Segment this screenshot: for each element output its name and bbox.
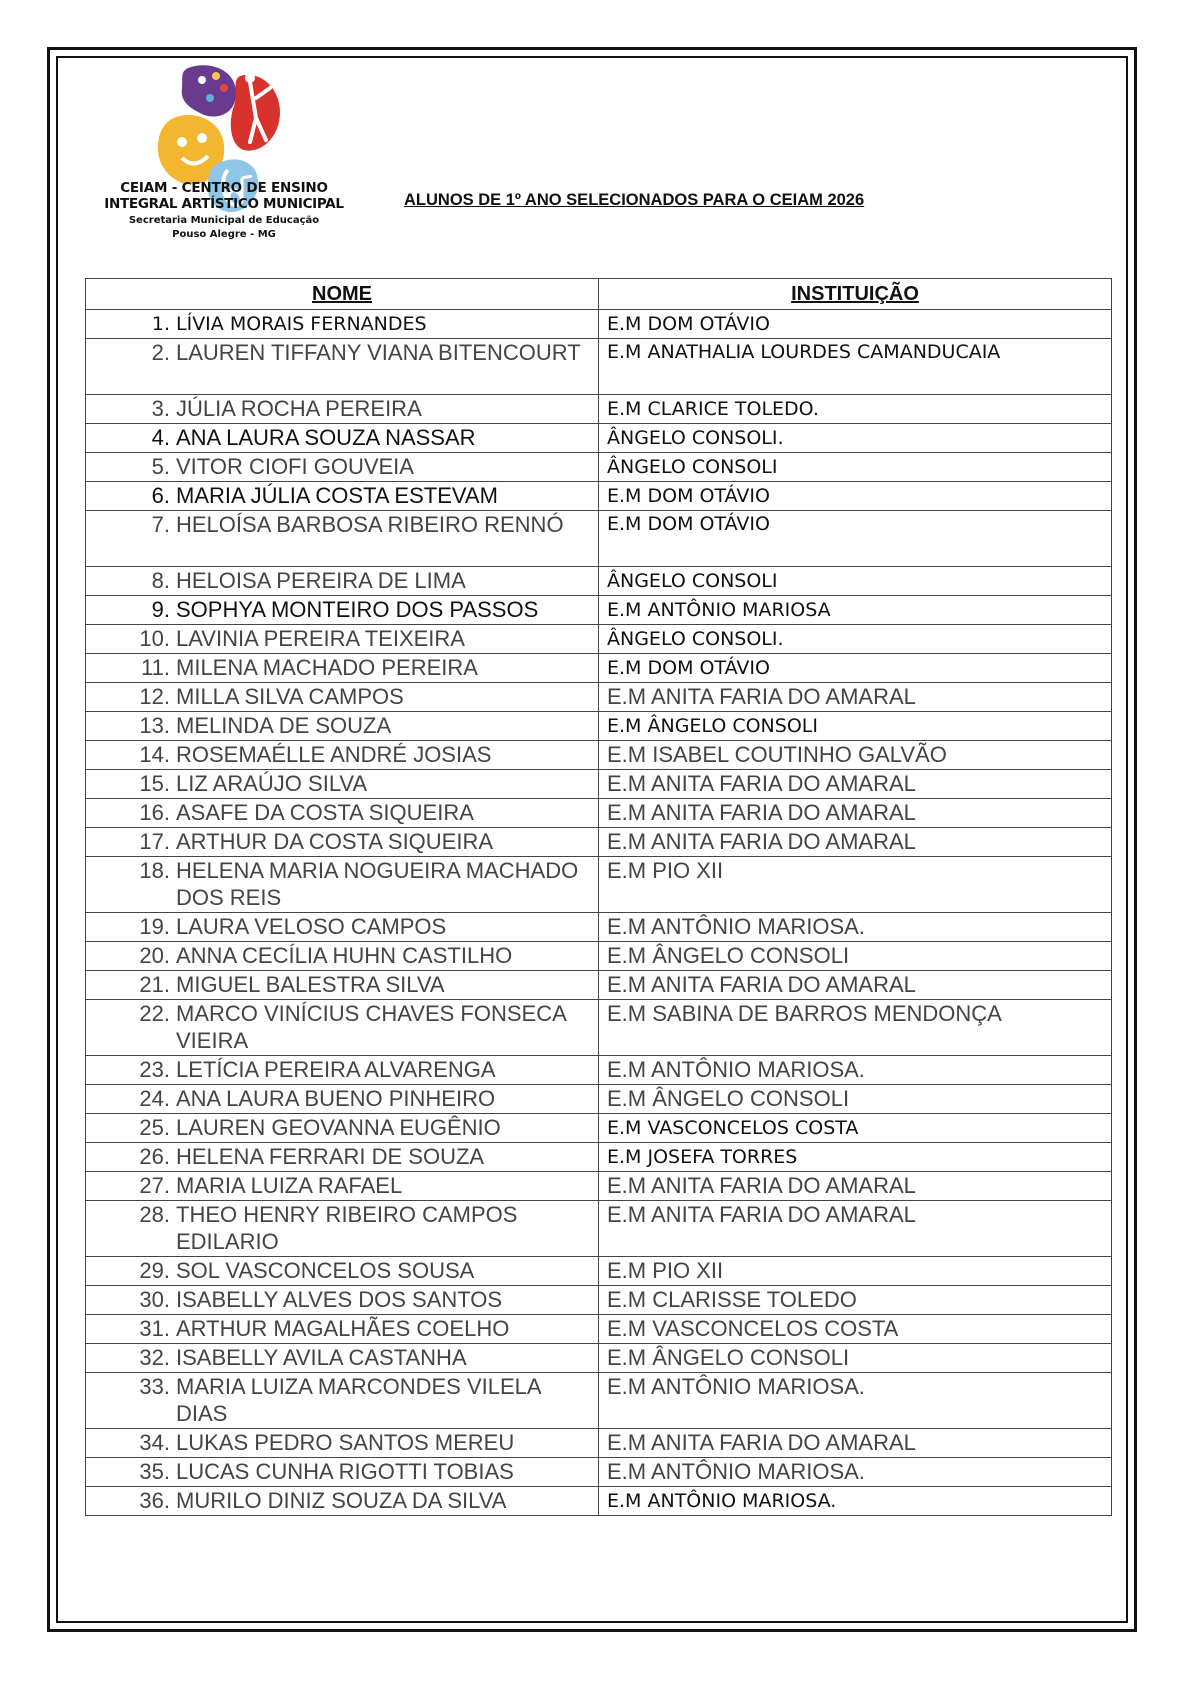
student-name-cell [86,1373,599,1429]
table-row [86,511,1112,567]
table-row [86,971,1112,1000]
header-nome: NOME [86,279,599,310]
student-name-cell [86,1286,599,1315]
student-name-cell [86,971,599,1000]
table-row [86,567,1112,596]
student-name: MARCO VINÍCIUS CHAVES FONSECA VIEIRA [176,1001,566,1053]
student-name: MARIA LUIZA MARCONDES VILELA DIAS [176,1374,541,1426]
page-title: ALUNOS DE 1º ANO SELECIONADOS PARA O CEIAM 2026 [404,191,865,209]
row-number: 23. [139,1057,170,1082]
row-number: 25. [139,1115,170,1140]
student-name-cell [86,1487,599,1516]
row-number: 29. [139,1258,170,1283]
table-row [86,654,1112,683]
table-row [86,482,1112,511]
student-name-cell [86,1344,599,1373]
row-number: 2. [151,340,170,365]
row-number: 19. [139,914,170,939]
institution-cell: E.M DOM OTÁVIO [599,310,1112,339]
row-number: 17. [139,829,170,854]
row-number: 6. [151,483,170,508]
student-name-cell [86,453,599,482]
table-row [86,942,1112,971]
table-row [86,625,1112,654]
table-row [86,424,1112,453]
table-row [86,799,1112,828]
student-name: LUCAS CUNHA RIGOTTI TOBIAS [176,1459,514,1484]
student-name: HELOISA PEREIRA DE LIMA [176,568,466,593]
institution-cell: E.M SABINA DE BARROS MENDONÇA [599,1000,1112,1056]
table-row [86,770,1112,799]
institution-cell: E.M DOM OTÁVIO [599,511,1112,567]
institution-cell: E.M VASCONCELOS COSTA [599,1315,1112,1344]
row-number: 24. [139,1086,170,1111]
student-name-cell [86,1056,599,1085]
row-number: 14. [139,742,170,767]
row-number: 5. [151,454,170,479]
student-name: ASAFE DA COSTA SIQUEIRA [176,800,474,825]
table-row [86,1458,1112,1487]
institution-cell: E.M ANTÔNIO MARIOSA. [599,1056,1112,1085]
institution-cell: E.M PIO XII [599,857,1112,913]
logo-caption [104,180,344,241]
student-name: LAURA VELOSO CAMPOS [176,914,447,939]
row-number: 18. [139,858,170,883]
row-number: 9. [151,597,170,622]
institution-cell: E.M DOM OTÁVIO [599,654,1112,683]
student-name-cell [86,310,599,339]
student-name-cell [86,1201,599,1257]
student-name: ARTHUR DA COSTA SIQUEIRA [176,829,494,854]
institution-cell: E.M ANTÔNIO MARIOSA [599,596,1112,625]
row-number: 8. [151,568,170,593]
row-number: 28. [139,1202,170,1227]
student-name-cell [86,799,599,828]
row-number: 1. [151,313,170,335]
table-row [86,310,1112,339]
row-number: 4. [151,425,170,450]
institution-cell: ÂNGELO CONSOLI [599,453,1112,482]
institution-cell: E.M CLARISSE TOLEDO [599,1286,1112,1315]
logo-line-4: Pouso Alegre - MG [172,229,276,240]
institution-cell: E.M ANTÔNIO MARIOSA. [599,1458,1112,1487]
row-number: 15. [139,771,170,796]
student-name: ANA LAURA SOUZA NASSAR [176,425,476,450]
institution-cell: ÂNGELO CONSOLI [599,567,1112,596]
institution-cell: E.M ANITA FARIA DO AMARAL [599,770,1112,799]
student-name-cell [86,712,599,741]
table-row [86,1315,1112,1344]
student-name-cell [86,1114,599,1143]
row-number: 22. [139,1001,170,1026]
student-name: ISABELLY ALVES DOS SANTOS [176,1287,503,1312]
student-name: MELINDA DE SOUZA [176,713,392,738]
header-instituicao: INSTITUIÇÃO [599,279,1112,310]
student-name-cell [86,1000,599,1056]
row-number: 34. [139,1430,170,1455]
institution-cell: E.M DOM OTÁVIO [599,482,1112,511]
institution-cell: E.M ANITA FARIA DO AMARAL [599,683,1112,712]
institution-cell: E.M ANITA FARIA DO AMARAL [599,1172,1112,1201]
institution-cell: E.M PIO XII [599,1257,1112,1286]
row-number: 26. [139,1144,170,1169]
table-row [86,828,1112,857]
table-row [86,683,1112,712]
row-number: 32. [139,1345,170,1370]
student-name: MARIA JÚLIA COSTA ESTEVAM [176,483,498,508]
logo-line-3: Secretaria Municipal de Educação [128,215,320,226]
student-name: MILENA MACHADO PEREIRA [176,655,478,680]
student-name-cell [86,1458,599,1487]
row-number: 12. [139,684,170,709]
student-name: THEO HENRY RIBEIRO CAMPOS EDILARIO [176,1202,518,1254]
institution-cell: E.M ÂNGELO CONSOLI [599,942,1112,971]
table-row [86,1487,1112,1516]
institution-cell: E.M JOSEFA TORRES [599,1143,1112,1172]
institution-cell: E.M ÂNGELO CONSOLI [599,1344,1112,1373]
student-name-cell [86,395,599,424]
table-header-row [86,279,1112,310]
table-row [86,1429,1112,1458]
student-name: LUKAS PEDRO SANTOS MEREU [176,1430,515,1455]
student-name-cell [86,770,599,799]
institution-cell: E.M ANTÔNIO MARIOSA. [599,913,1112,942]
students-table [85,278,1112,1516]
table-row [86,741,1112,770]
table-row [86,1000,1112,1056]
student-name: LETÍCIA PEREIRA ALVARENGA [176,1057,496,1082]
student-name: LAUREN TIFFANY VIANA BITENCOURT [176,340,581,365]
institution-cell: E.M ISABEL COUTINHO GALVÃO [599,741,1112,770]
student-name: LAUREN GEOVANNA EUGÊNIO [176,1115,501,1140]
institution-cell: E.M ANITA FARIA DO AMARAL [599,971,1112,1000]
institution-cell: ÂNGELO CONSOLI. [599,625,1112,654]
table-row [86,1085,1112,1114]
table-body [86,310,1112,1516]
table-row [86,1114,1112,1143]
student-name-cell [86,683,599,712]
student-name-cell [86,567,599,596]
student-name: MIGUEL BALESTRA SILVA [176,972,445,997]
institution-cell: E.M ANITA FARIA DO AMARAL [599,1429,1112,1458]
student-name-cell [86,1429,599,1458]
student-name: ARTHUR MAGALHÃES COELHO [176,1316,510,1341]
student-name-cell [86,1315,599,1344]
student-name: MARIA LUIZA RAFAEL [176,1173,403,1198]
student-name: HELENA MARIA NOGUEIRA MACHADO DOS REIS [176,858,579,910]
student-name: MILLA SILVA CAMPOS [176,684,404,709]
student-name: LÍVIA MORAIS FERNANDES [176,313,427,335]
student-name: VITOR CIOFI GOUVEIA [176,454,414,479]
table-row [86,339,1112,395]
table-row [86,1257,1112,1286]
institution-cell: ÂNGELO CONSOLI. [599,424,1112,453]
row-number: 27. [139,1173,170,1198]
row-number: 33. [139,1374,170,1399]
student-name-cell [86,857,599,913]
student-name: JÚLIA ROCHA PEREIRA [176,396,422,421]
institution-cell: E.M ANITA FARIA DO AMARAL [599,799,1112,828]
student-name-cell [86,339,599,395]
student-name: SOL VASCONCELOS SOUSA [176,1258,475,1283]
student-name-cell [86,511,599,567]
row-number: 20. [139,943,170,968]
student-name: ISABELLY AVILA CASTANHA [176,1345,467,1370]
student-name-cell [86,654,599,683]
institution-cell: E.M ANATHALIA LOURDES CAMANDUCAIA [599,339,1112,395]
table-row [86,395,1112,424]
student-name: SOPHYA MONTEIRO DOS PASSOS [176,597,539,622]
table-row [86,596,1112,625]
table-row [86,1172,1112,1201]
student-name-cell [86,424,599,453]
row-number: 13. [139,713,170,738]
table-row [86,1286,1112,1315]
row-number: 36. [139,1488,170,1513]
institution-cell: E.M ÂNGELO CONSOLI [599,712,1112,741]
table-row [86,857,1112,913]
student-name: LIZ ARAÚJO SILVA [176,771,368,796]
logo-line-1: CEIAM - CENTRO DE ENSINO [120,180,328,196]
student-name-cell [86,942,599,971]
table-row [86,712,1112,741]
table-row [86,1056,1112,1085]
student-name-cell [86,596,599,625]
institution-cell: E.M CLARICE TOLEDO. [599,395,1112,424]
table-row [86,913,1112,942]
student-name-cell [86,1085,599,1114]
row-number: 30. [139,1287,170,1312]
student-name: HELENA FERRARI DE SOUZA [176,1144,485,1169]
student-name: HELOÍSA BARBOSA RIBEIRO RENNÓ [176,512,564,537]
row-number: 10. [139,626,170,651]
student-name: ANNA CECÍLIA HUHN CASTILHO [176,943,513,968]
student-name: ANA LAURA BUENO PINHEIRO [176,1086,496,1111]
row-number: 21. [139,972,170,997]
table-row [86,1143,1112,1172]
table-row [86,1201,1112,1257]
student-name-cell [86,828,599,857]
student-name-cell [86,625,599,654]
row-number: 16. [139,800,170,825]
logo-line-2: INTEGRAL ARTÍSTICO MUNICIPAL [104,196,344,212]
table-row [86,1344,1112,1373]
row-number: 35. [139,1459,170,1484]
row-number: 7. [151,512,170,537]
row-number: 31. [139,1316,170,1341]
row-number: 11. [141,655,170,680]
institution-cell: E.M ANTÔNIO MARIOSA. [599,1373,1112,1429]
table-row [86,453,1112,482]
student-name-cell [86,741,599,770]
student-name: MURILO DINIZ SOUZA DA SILVA [176,1488,507,1513]
institution-cell: E.M ÂNGELO CONSOLI [599,1085,1112,1114]
table-row [86,1373,1112,1429]
student-name-cell [86,1143,599,1172]
student-name-cell [86,482,599,511]
student-name-cell [86,1172,599,1201]
institution-cell: E.M VASCONCELOS COSTA [599,1114,1112,1143]
institution-cell: E.M ANTÔNIO MARIOSA. [599,1487,1112,1516]
student-name-cell [86,1257,599,1286]
student-name: ROSEMAÉLLE ANDRÉ JOSIAS [176,742,492,767]
student-name: LAVINIA PEREIRA TEIXEIRA [176,626,465,651]
institution-cell: E.M ANITA FARIA DO AMARAL [599,1201,1112,1257]
student-name-cell [86,913,599,942]
row-number: 3. [151,396,170,421]
institution-cell: E.M ANITA FARIA DO AMARAL [599,828,1112,857]
